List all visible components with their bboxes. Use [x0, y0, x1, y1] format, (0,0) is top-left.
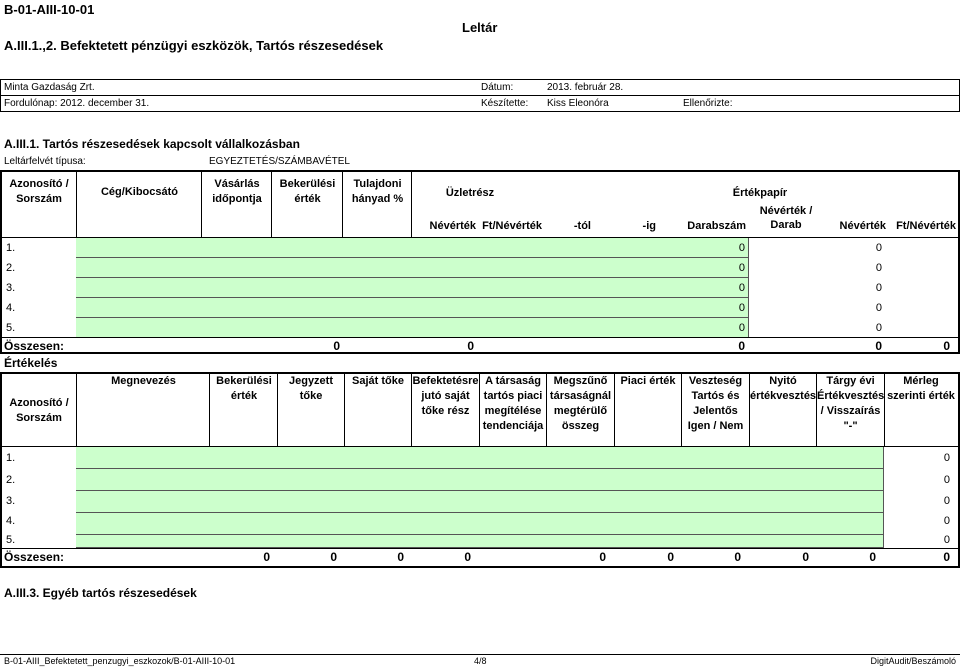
- t2-total-bekerulesi: 0: [263, 550, 270, 564]
- leltarfelvet-value: EGYEZTETÉS/SZÁMBAVÉTEL: [209, 156, 350, 167]
- t2-row-2-value: 0: [943, 474, 950, 486]
- ellenorizte-label: Ellenőrizte:: [683, 98, 733, 109]
- footer-page: 4/8: [474, 656, 487, 666]
- t1-row-2-value-1: 0: [738, 262, 745, 274]
- t2-header-merleg: Mérleg szerinti érték: [887, 375, 955, 402]
- t2-row-1-value: 0: [943, 452, 950, 464]
- t1-row-5-value-2: 0: [875, 322, 882, 334]
- t2-row-4-value: 0: [943, 515, 950, 527]
- t1-input-row-5[interactable]: [76, 318, 749, 338]
- t1-header-uzletresz: Üzletrész: [445, 187, 495, 199]
- t1-row-4-value-2: 0: [875, 302, 882, 314]
- t2-total-jegyzett: 0: [330, 550, 337, 564]
- t2-header-jegyzett: Jegyzett tőke: [288, 375, 334, 402]
- t2-header-tarsasag: A társaság tartós piaci megítélése tendenciája: [482, 375, 544, 432]
- company-name: Minta Gazdaság Zrt.: [4, 82, 95, 93]
- t2-header-veszteseg: Veszteség Tartós és Jelentős Igen / Nem: [687, 375, 744, 432]
- t2-header-bekerulesi: Bekerülési érték: [216, 375, 272, 402]
- t1-row-5-value-1: 0: [738, 322, 745, 334]
- t1-total-nevertek: 0: [467, 339, 474, 353]
- t1-total-bekerulesi: 0: [333, 339, 340, 353]
- t1-header-ig: -ig: [642, 220, 656, 232]
- t1-header-vasarlas: Vásárlás időpontja: [212, 178, 262, 205]
- t2-header-nyito: Nyitó értékvesztés: [750, 375, 817, 402]
- info-box-bottom: [0, 111, 960, 112]
- keszitette-label: Készítette:: [481, 98, 529, 109]
- t1-header-ft-nevertek: Ft/Névérték: [482, 220, 542, 232]
- t2-total-label: Összesen:: [4, 550, 65, 564]
- t1-total-nevertek-2: 0: [875, 339, 882, 353]
- section-title: A.III.1.,2. Befektetett pénzügyi eszközök, Tartós részesedések: [4, 38, 384, 53]
- t2-row-label-3: 3.: [6, 495, 16, 507]
- info-box-top: [0, 79, 960, 80]
- subsection-title: A.III.1. Tartós részesedések kapcsolt vállalkozásban: [4, 137, 300, 151]
- t2-total-sajat: 0: [397, 550, 404, 564]
- t1-row-2-value-2: 0: [875, 262, 882, 274]
- t1-total-label: Összesen:: [4, 339, 65, 353]
- t2-header-megnevezes: Megnevezés: [111, 375, 176, 387]
- t2-input-row-3[interactable]: [76, 491, 884, 513]
- t1-header-bekerulesi: Bekerülési érték: [279, 178, 336, 205]
- t1-input-row-2[interactable]: [76, 258, 749, 278]
- info-box-middle: [0, 95, 960, 96]
- t1-row-label-2: 2.: [6, 262, 16, 274]
- t2-total-nyito: 0: [802, 550, 809, 564]
- t2-header-megszuno: Megszűnő társaságnál megtérülő összeg: [549, 375, 612, 432]
- t2-header-sajat: Saját tőke: [352, 375, 404, 387]
- info-box-left: [0, 79, 1, 112]
- t1-header-azonosito: Azonosító / Sorszám: [9, 178, 69, 205]
- fordulonap: Fordulónap: 2012. december 31.: [4, 98, 150, 109]
- t1-row-label-5: 5.: [6, 322, 16, 334]
- t1-header-tulajdoni: Tulajdoni hányad %: [351, 178, 404, 205]
- leltarfelvet-label: Leltárfelvét típusa:: [4, 156, 86, 167]
- t2-header-targyevi: Tárgy évi Értékvesztés / Visszaírás "-": [817, 375, 885, 432]
- t2-total-targyevi: 0: [869, 550, 876, 564]
- keszitette-value: Kiss Eleonóra: [547, 98, 609, 109]
- t2-input-row-5[interactable]: [76, 535, 884, 548]
- t1-header-ceg: Cég/Kibocsátó: [100, 186, 178, 198]
- t1-total-ft-nevertek-2: 0: [943, 339, 950, 353]
- t2-total-veszteseg: 0: [734, 550, 741, 564]
- footer-path: B-01-AIII_Befektetett_penzugyi_eszkozok/B-01-AIII-10-01: [4, 656, 236, 666]
- t2-input-row-2[interactable]: [76, 469, 884, 491]
- t1-row-1-value-1: 0: [738, 242, 745, 254]
- t2-row-label-4: 4.: [6, 515, 16, 527]
- section3-title: A.III.3. Egyéb tartós részesedések: [4, 586, 197, 600]
- leltar-title: Leltár: [462, 20, 498, 35]
- footer-brand: DigitAudit/Beszámoló: [870, 656, 956, 666]
- t1-header-nevertek-2: Névérték: [839, 220, 886, 232]
- t1-total-darabszam: 0: [738, 339, 745, 353]
- t1-row-label-3: 3.: [6, 282, 16, 294]
- datum-label: Dátum:: [481, 82, 514, 93]
- t1-row-3-value-1: 0: [738, 282, 745, 294]
- t1-header-tol: -tól: [573, 220, 591, 232]
- t2-header-piaci: Piaci érték: [620, 375, 676, 387]
- t1-row-1-value-2: 0: [875, 242, 882, 254]
- t2-row-5-value: 0: [943, 534, 950, 546]
- t1-header-nevertek: Névérték: [429, 220, 476, 232]
- t2-row-label-5: 5.: [6, 534, 16, 546]
- t1-input-row-1[interactable]: [76, 238, 749, 258]
- t2-row-label-2: 2.: [6, 474, 16, 486]
- datum-value: 2013. február 28.: [547, 82, 624, 93]
- t1-header-darabszam: Darabszám: [687, 220, 746, 232]
- ertekeles-label: Értékelés: [4, 356, 58, 370]
- t2-header-befektetesre: Befektetésre jutó saját tőke rész: [412, 375, 479, 417]
- t1-row-4-value-1: 0: [738, 302, 745, 314]
- t1-header-nevertek-darab: Névérték / Darab: [759, 205, 813, 231]
- t2-total-befektetesre: 0: [464, 550, 471, 564]
- t1-header-ertekpapir: Értékpapír: [732, 187, 788, 199]
- t1-row-3-value-2: 0: [875, 282, 882, 294]
- t2-row-label-1: 1.: [6, 452, 16, 464]
- t1-input-row-3[interactable]: [76, 278, 749, 298]
- t1-row-label-4: 4.: [6, 302, 16, 314]
- t2-row-3-value: 0: [943, 495, 950, 507]
- footer-rule: [0, 654, 960, 655]
- t1-input-row-4[interactable]: [76, 298, 749, 318]
- t2-total-piaci: 0: [667, 550, 674, 564]
- t2-total-megszuno: 0: [599, 550, 606, 564]
- t1-header-ft-nevertek-2: Ft/Névérték: [896, 220, 956, 232]
- t2-input-row-1[interactable]: [76, 447, 884, 469]
- t2-input-row-4[interactable]: [76, 513, 884, 535]
- doc-code: B-01-AIII-10-01: [4, 2, 95, 17]
- t1-row-label-1: 1.: [6, 242, 16, 254]
- t2-header-azonosito: Azonosító / Sorszám: [9, 397, 69, 424]
- t2-total-merleg: 0: [943, 550, 950, 564]
